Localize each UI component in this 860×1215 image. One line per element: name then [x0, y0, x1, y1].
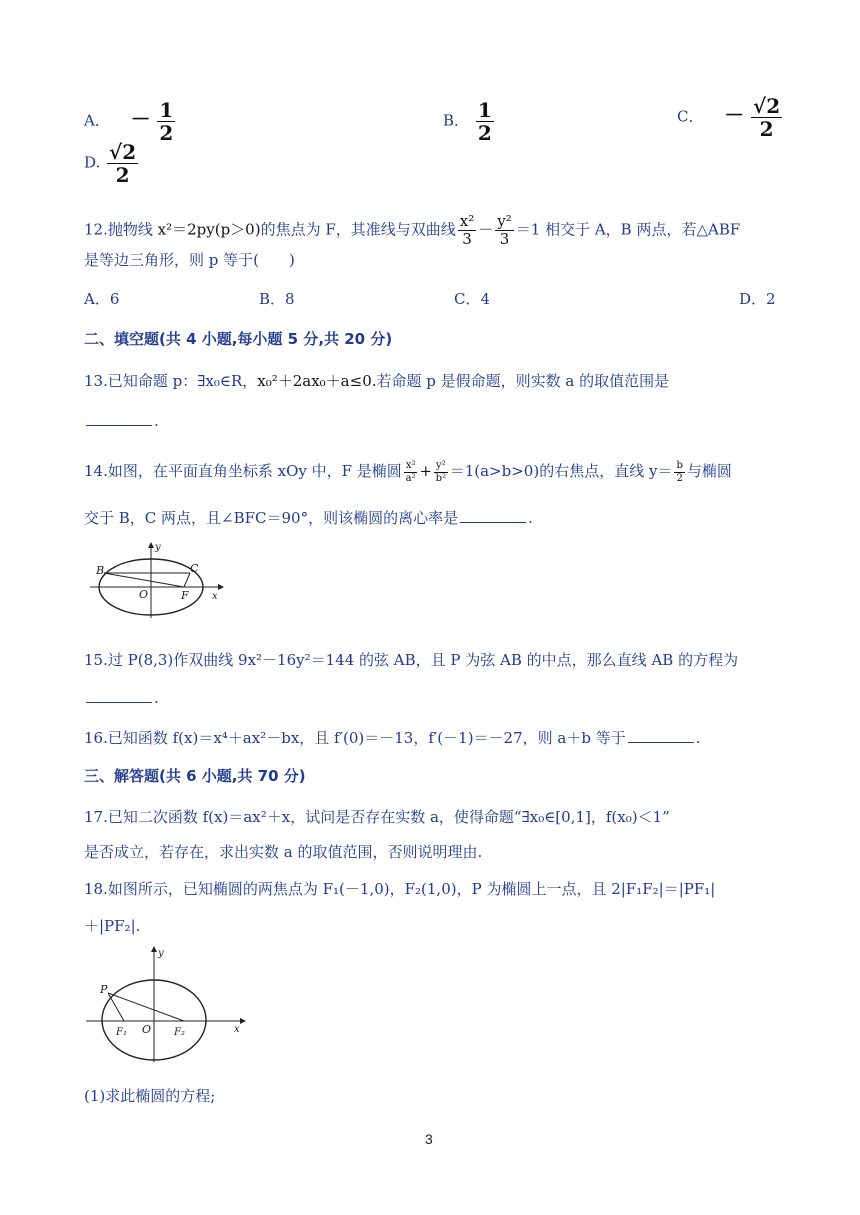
option-sign: －: [724, 102, 745, 127]
option-label: A．: [84, 111, 110, 130]
math: x₀²＋2ax₀＋a≤0.: [257, 372, 377, 390]
label-x: x: [234, 1024, 240, 1035]
plus-sign: +: [419, 462, 433, 480]
page-number: 3: [425, 1131, 433, 1147]
numerator: y²: [436, 459, 446, 471]
label-c: C: [190, 562, 199, 575]
label-o: O: [142, 1023, 152, 1036]
denominator: a²: [405, 472, 416, 484]
q12-line1: [84, 214, 740, 247]
text: ＝1 相交于 A，B 两点，若△ABF: [515, 220, 741, 239]
numerator: 1: [159, 98, 174, 122]
period: .: [154, 412, 159, 430]
text: 16.已知函数 f(x)＝x⁴＋ax²－bx，且 f′(0)＝－13，f′(－1)＝－27，则 a＋b 等于: [84, 729, 626, 747]
q13-line1: [84, 370, 669, 391]
text: 交于 B，C 两点，且∠BFC＝90°，则该椭圆的离心率是: [84, 509, 459, 527]
text: 若命题 p 是假命题，则实数 a 的取值范围是: [376, 372, 670, 390]
answer-blank: [628, 730, 694, 743]
fraction: [404, 461, 418, 484]
fraction: [674, 461, 684, 484]
q14-line1: [84, 460, 732, 484]
option-label: B．: [443, 111, 470, 130]
text: 与椭圆: [686, 462, 732, 480]
q11-option-b: [443, 100, 496, 143]
q13-line2: [84, 412, 159, 430]
text: ＝1(a>b>0)的右焦点，直线 y＝: [449, 462, 673, 480]
section-title-fill-in: 二、填空题(共 4 小题,每小题 5 分,共 20 分): [84, 330, 393, 348]
q18-subquestion-1: (1)求此椭圆的方程;: [84, 1087, 216, 1105]
fraction: [157, 100, 175, 143]
denominator: b²: [435, 472, 447, 484]
answer-blank: [86, 690, 152, 703]
minus-sign: －: [478, 220, 494, 239]
text: 的焦点为 F，其准线与双曲线: [260, 220, 456, 239]
q17-line2: 是否成立，若存在，求出实数 a 的取值范围，否则说明理由.: [84, 843, 483, 861]
q17-line1: 17.已知二次函数 f(x)＝ax²＋x，试问是否存在实数 a，使得命题“∃x₀∈[0,1]，f(x₀)＜1”: [84, 808, 670, 826]
label-y: y: [155, 542, 161, 553]
numerator: √2: [753, 94, 781, 118]
figure-ellipse-pf1f2: [84, 944, 254, 1064]
answer-blank: [86, 413, 152, 426]
period: .: [154, 689, 159, 707]
denominator: 2: [477, 121, 492, 145]
q15-line1: 15.过 P(8,3)作双曲线 9x²－16y²＝144 的弦 AB，且 P 为弦 AB 的中点，那么直线 AB 的方程为: [84, 651, 739, 669]
label-p: P: [100, 983, 108, 996]
fraction: [458, 214, 476, 247]
q18-line2: ＋|PF₂|.: [84, 917, 141, 935]
text: 12.抛物线: [84, 220, 158, 239]
period: .: [695, 729, 701, 747]
label-y: y: [158, 948, 164, 959]
label-f1: F₁: [116, 1027, 127, 1038]
numerator: √2: [109, 140, 137, 164]
denominator: 3: [499, 230, 510, 248]
numerator: x²: [405, 459, 416, 471]
numerator: x²: [459, 212, 475, 230]
text: 14.如图，在平面直角坐标系 xOy 中，F 是椭圆: [84, 462, 402, 480]
q12-option-b: B．8: [259, 290, 295, 308]
option-label: D.: [84, 153, 101, 172]
denominator: 2: [115, 163, 130, 187]
q11-option-c: [677, 96, 784, 139]
denominator: 3: [462, 230, 472, 248]
denominator: 2: [759, 117, 774, 141]
numerator: 1: [477, 98, 492, 122]
q16-line: [84, 727, 701, 748]
q12-option-c: C．4: [454, 290, 491, 308]
section-title-solutions: 三、解答题(共 6 小题,共 70 分): [84, 767, 306, 785]
q14-line2: [84, 507, 533, 528]
option-sign: －: [130, 106, 151, 131]
numerator: b: [676, 459, 683, 471]
q11-option-d: [84, 142, 140, 185]
fraction: [434, 461, 448, 484]
q12-option-d: D．2: [739, 290, 776, 308]
option-label: C．: [677, 107, 704, 126]
fraction: [495, 214, 514, 247]
q12-line2: 是等边三角形，则 p 等于( ): [84, 251, 295, 269]
denominator: 2: [676, 472, 683, 484]
fraction: [751, 96, 782, 139]
fraction: [107, 142, 138, 185]
q15-line2: [84, 689, 159, 707]
text: 13.已知命题 p：∃x₀∈R，: [84, 372, 258, 390]
label-x: x: [212, 591, 218, 602]
figure-ellipse-bfc: [86, 540, 226, 620]
numerator: y²: [497, 212, 512, 230]
label-f: F: [181, 589, 189, 602]
q12-option-a: A．6: [84, 290, 120, 308]
answer-blank: [460, 510, 526, 523]
label-o: O: [139, 588, 149, 601]
denominator: 2: [159, 121, 174, 145]
q11-option-a: [84, 100, 177, 143]
fraction: [476, 100, 494, 143]
label-b: B: [96, 564, 105, 577]
q18-line1: 18.如图所示，已知椭圆的两焦点为 F₁(－1,0)，F₂(1,0)，P 为椭圆上一点，且 2|F₁F₂|＝|PF₁|: [84, 880, 716, 898]
label-f2: F₂: [174, 1027, 185, 1038]
period: .: [528, 509, 533, 527]
math: x²＝2py(p＞0): [157, 220, 261, 239]
